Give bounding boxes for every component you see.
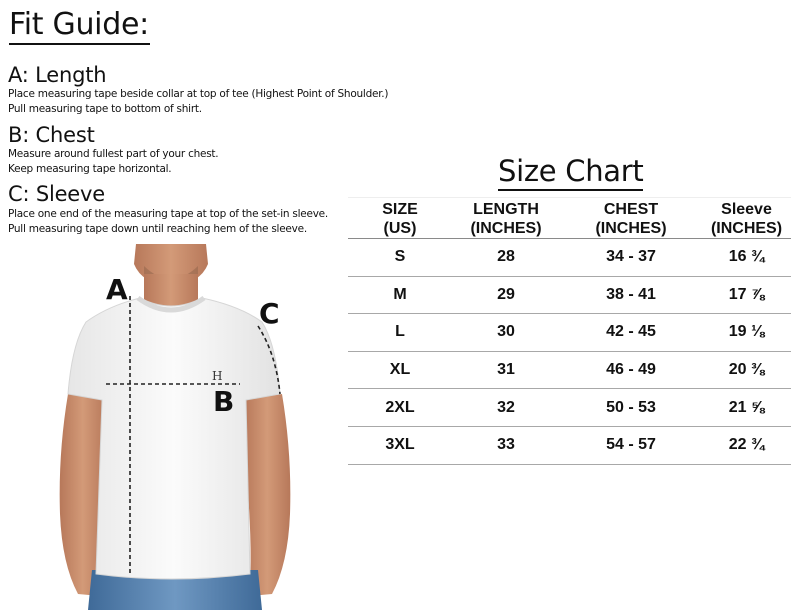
cell-length: 31 <box>452 351 560 389</box>
cell-size: M <box>348 276 452 314</box>
chest-instruction-2: Keep measuring tape horizontal. <box>8 163 172 175</box>
header-length-unit: (INCHES) <box>470 220 542 237</box>
svg-text:H: H <box>212 369 223 383</box>
header-length-label: LENGTH <box>473 201 539 218</box>
table-row <box>348 351 791 389</box>
cell-length: 30 <box>452 314 560 352</box>
cell-size: 3XL <box>348 426 452 464</box>
cell-chest: 42 - 45 <box>560 314 702 352</box>
chest-instruction-1: Measure around fullest part of your chest. <box>8 148 219 160</box>
length-instruction-2: Pull measuring tape to bottom of shirt. <box>8 103 202 115</box>
fit-guide-title: Fit Guide: <box>9 7 150 45</box>
table-row <box>348 239 791 277</box>
header-size <box>348 198 452 239</box>
chest-heading: B: Chest <box>8 123 95 147</box>
length-marker-a: A <box>106 273 128 306</box>
table-row <box>348 314 791 352</box>
header-sleeve <box>702 198 791 239</box>
header-length <box>452 198 560 239</box>
cell-sleeve: 20 ⅜ <box>702 351 791 389</box>
cell-size: S <box>348 239 452 277</box>
sleeve-instruction-2: Pull measuring tape down until reaching hem of the sleeve. <box>8 223 307 235</box>
cell-chest: 38 - 41 <box>560 276 702 314</box>
cell-sleeve: 16 ¾ <box>702 239 791 277</box>
table-row <box>348 389 791 427</box>
header-chest-label: CHEST <box>603 201 659 218</box>
cell-length: 33 <box>452 426 560 464</box>
cell-sleeve: 19 ⅛ <box>702 314 791 352</box>
cell-chest: 54 - 57 <box>560 426 702 464</box>
cell-sleeve: 17 ⅞ <box>702 276 791 314</box>
cell-size: XL <box>348 351 452 389</box>
cell-chest: 50 - 53 <box>560 389 702 427</box>
cell-size: 2XL <box>348 389 452 427</box>
tshirt-model-illustration <box>40 244 310 610</box>
header-size-unit: (US) <box>383 220 417 237</box>
length-instruction-1: Place measuring tape beside collar at top of tee (Highest Point of Shoulder.) <box>8 88 389 100</box>
sleeve-marker-c: C <box>259 297 280 330</box>
table-row <box>348 276 791 314</box>
header-chest <box>560 198 702 239</box>
cell-chest: 46 - 49 <box>560 351 702 389</box>
header-size-label: SIZE <box>382 201 418 218</box>
cell-sleeve: 22 ¾ <box>702 426 791 464</box>
cell-size: L <box>348 314 452 352</box>
cell-length: 28 <box>452 239 560 277</box>
cell-chest: 34 - 37 <box>560 239 702 277</box>
size-chart-table <box>348 197 791 465</box>
length-heading: A: Length <box>8 63 107 87</box>
cell-sleeve: 21 ⅝ <box>702 389 791 427</box>
header-sleeve-unit: (INCHES) <box>710 220 783 237</box>
table-row <box>348 426 791 464</box>
size-chart-title: Size Chart <box>498 153 643 191</box>
cell-length: 29 <box>452 276 560 314</box>
header-sleeve-label: Sleeve <box>721 201 772 218</box>
header-chest-unit: (INCHES) <box>595 220 667 237</box>
chest-marker-b: B <box>213 385 235 418</box>
table-header-row <box>348 198 791 239</box>
cell-length: 32 <box>452 389 560 427</box>
sleeve-instruction-1: Place one end of the measuring tape at top of the set-in sleeve. <box>8 208 328 220</box>
sleeve-heading: C: Sleeve <box>8 182 105 206</box>
